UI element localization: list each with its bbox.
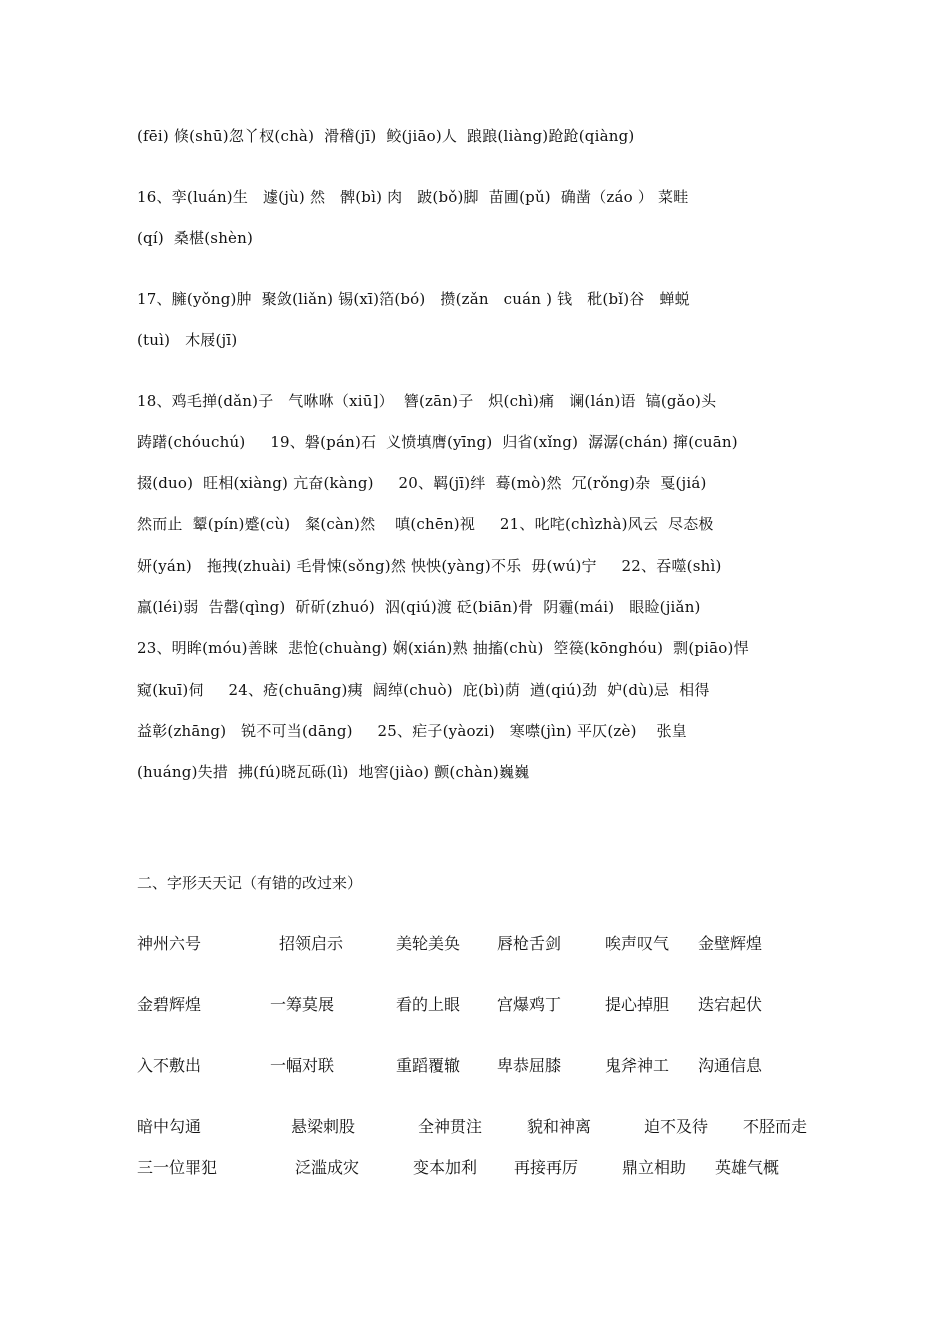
word-item: 唉声叹气 — [605, 934, 670, 953]
word-row — [137, 1116, 827, 1138]
word-item: 三一位罪犯 — [137, 1158, 218, 1177]
word-item: 暗中勾通 — [137, 1117, 202, 1136]
section-heading: 二、字形天天记（有错的改过来） — [137, 874, 363, 892]
pinyin-line: 窥(kuī)伺 24、疮(chuāng)痍 阔绰(chuò) 庇(bì)荫 遒(qiú)劲 妒(dù)忌 相得 — [137, 681, 710, 699]
word-row — [137, 1157, 827, 1179]
word-item: 鬼斧神工 — [605, 1056, 670, 1075]
word-item: 一筹莫展 — [270, 995, 335, 1014]
pinyin-line: 踌躇(chóuchú) 19、磐(pán)石 义愤填膺(yīng) 归省(xǐng) 潺潺(chán) 撺(cuān) — [137, 433, 738, 451]
word-item: 卑恭屈膝 — [497, 1056, 562, 1075]
word-item: 一幅对联 — [270, 1056, 335, 1075]
word-item: 金碧辉煌 — [137, 995, 202, 1014]
word-item: 金壁辉煌 — [698, 934, 763, 953]
word-item: 迭宕起伏 — [698, 995, 763, 1014]
word-item: 沟通信息 — [698, 1056, 763, 1075]
word-item: 提心掉胆 — [605, 995, 670, 1014]
pinyin-line: (tuì) 木屐(jī) — [137, 331, 238, 349]
word-item: 泛滥成灾 — [295, 1158, 360, 1177]
word-item: 鼎立相助 — [622, 1158, 687, 1177]
pinyin-line: 23、明眸(móu)善睐 悲怆(chuàng) 娴(xián)熟 抽搐(chù) 箜篌(kōnghóu) 剽(piāo)悍 — [137, 639, 749, 657]
word-item: 神州六号 — [137, 934, 202, 953]
word-row — [137, 1055, 827, 1077]
word-item: 入不敷出 — [137, 1056, 202, 1075]
pinyin-line: (qí) 桑椹(shèn) — [137, 229, 254, 247]
word-row — [137, 933, 827, 955]
word-item: 重蹈覆辙 — [396, 1056, 461, 1075]
pinyin-line: 18、鸡毛掸(dǎn)子 气咻咻（xiū]） 簪(zān)子 炽(chì)痛 谰(lán)语 镐(gǎo)头 — [137, 392, 717, 410]
word-item: 看的上眼 — [396, 995, 461, 1014]
word-item: 再接再厉 — [514, 1158, 579, 1177]
pinyin-line: 妍(yán) 拖拽(zhuài) 毛骨悚(sǒng)然 怏怏(yàng)不乐 毋(wú)宁 22、吞噬(shì) — [137, 557, 722, 575]
word-item: 不胫而走 — [743, 1117, 808, 1136]
word-item: 变本加利 — [413, 1158, 478, 1177]
pinyin-line: 益彰(zhāng) 锐不可当(dāng) 25、疟子(yàozi) 寒噤(jìn) 平仄(zè) 张皇 — [137, 722, 687, 740]
word-item: 貌和神离 — [527, 1117, 592, 1136]
word-item: 全神贯注 — [418, 1117, 483, 1136]
word-item: 唇枪舌剑 — [497, 934, 562, 953]
word-item: 招领启示 — [279, 934, 344, 953]
pinyin-line: (huáng)失措 拂(fú)晓瓦砾(lì) 地窖(jiào) 颤(chàn)巍巍 — [137, 763, 530, 781]
pinyin-line: 然而止 颦(pín)蹙(cù) 粲(càn)然 嗔(chēn)视 21、叱咤(chìzhà)风云 尽态极 — [137, 515, 714, 533]
pinyin-line: (fēi) 倏(shū)忽丫杈(chà) 滑稽(jī) 鲛(jiāo)人 踉踉(liàng)跄跄(qiàng) — [137, 127, 635, 145]
word-item: 宫爆鸡丁 — [497, 995, 562, 1014]
word-row — [137, 994, 827, 1016]
pinyin-line: 掇(duo) 旺相(xiàng) 亢奋(kàng) 20、羁(jī)绊 蓦(mò)然 冗(rǒng)杂 戛(jiá) — [137, 474, 707, 492]
pinyin-line: 17、臃(yǒng)肿 聚敛(liǎn) 锡(xī)箔(bó) 攒(zǎn cuán ) 钱 秕(bǐ)谷 蝉蜕 — [137, 290, 690, 308]
word-item: 迫不及待 — [644, 1117, 709, 1136]
word-item: 英雄气概 — [715, 1158, 780, 1177]
word-item: 悬梁刺股 — [291, 1117, 356, 1136]
pinyin-line: 羸(léi)弱 告罄(qìng) 斫斫(zhuó) 泅(qiú)渡 砭(biān)骨 阴霾(mái) 眼睑(jiǎn) — [137, 598, 701, 616]
word-item: 美轮美奂 — [396, 934, 461, 953]
pinyin-line: 16、孪(luán)生 遽(jù) 然 髀(bì) 肉 跛(bǒ)脚 苗圃(pǔ) 确凿（záo ） 菜畦 — [137, 188, 689, 206]
